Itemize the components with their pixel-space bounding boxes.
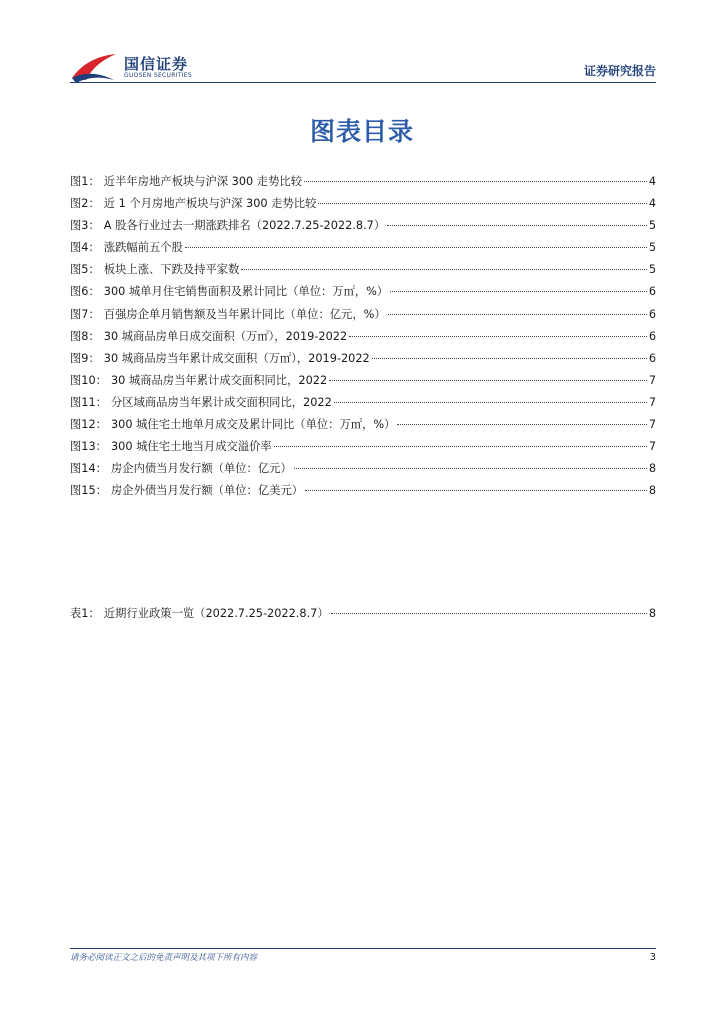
toc-entry-label: 图5：	[70, 263, 100, 277]
toc-entry-title: 300 城住宅土地当月成交溢价率	[110, 440, 272, 454]
footer-divider	[70, 948, 656, 949]
page-title: 图表目录	[309, 117, 414, 146]
toc-entry-label: 图13：	[70, 440, 107, 454]
toc-entry-label: 图12：	[70, 418, 107, 432]
toc-entry-label: 表1：	[70, 607, 100, 620]
toc-entry-title: 30 城商品房当年累计成交面积同比，2022	[110, 373, 328, 387]
toc-entry-page: 7	[648, 395, 656, 409]
toc-dot-leader	[349, 336, 647, 337]
page-number: 3	[649, 952, 656, 963]
toc-entry-title: 分区域商品房当年累计成交面积同比，2022	[110, 395, 332, 409]
toc-dot-leader	[241, 269, 646, 270]
toc-entry-title: 板块上涨、下跌及持平家数	[103, 263, 240, 277]
toc-dot-leader	[305, 490, 647, 491]
toc-entry-page: 8	[648, 484, 656, 498]
tables-toc	[70, 603, 656, 625]
toc-dot-leader	[274, 446, 647, 447]
toc-dot-leader	[304, 181, 647, 182]
toc-entry-title: 300 城住宅土地单月成交及累计同比（单位：万㎡，%）	[110, 418, 396, 432]
toc-entry[interactable]	[70, 348, 656, 370]
guosen-logo	[70, 50, 210, 86]
toc-entry[interactable]	[70, 458, 656, 480]
toc-entry-page: 5	[648, 263, 656, 277]
toc-entry-title: 房企内债当月发行额（单位：亿元）	[110, 462, 292, 476]
toc-entry-label: 图6：	[70, 285, 100, 299]
toc-entry-title: 近 1 个月房地产板块与沪深 300 走势比较	[103, 197, 317, 211]
toc-entry-label: 图10：	[70, 373, 107, 387]
toc-entry[interactable]	[70, 414, 656, 436]
toc-entry-label: 图9：	[70, 351, 100, 365]
toc-dot-leader	[331, 613, 647, 614]
toc-dot-leader	[318, 203, 646, 204]
toc-entry-page: 6	[648, 285, 656, 299]
disclaimer-note: 请务必阅读正文之后的免责声明及其项下所有内容	[70, 953, 258, 963]
logo-english-name: GUOSEN SECURITIES	[124, 72, 193, 79]
toc-entry-page: 8	[648, 462, 656, 476]
toc-dot-leader	[334, 402, 647, 403]
toc-entry[interactable]	[70, 259, 656, 281]
toc-entry-label: 图15：	[70, 484, 107, 498]
header-divider	[70, 82, 656, 83]
toc-entry-label: 图7：	[70, 307, 100, 321]
toc-entry-page: 6	[648, 351, 656, 365]
toc-entry-title: 涨跌幅前五个股	[103, 241, 183, 255]
toc-entry[interactable]	[70, 436, 656, 458]
toc-entry-title: 300 城单月住宅销售面积及累计同比（单位：万㎡，%）	[103, 285, 389, 299]
toc-entry[interactable]	[70, 281, 656, 303]
toc-entry-page: 5	[648, 219, 656, 233]
toc-entry-page: 6	[648, 307, 656, 321]
toc-dot-leader	[387, 225, 647, 226]
figures-toc	[70, 171, 656, 502]
logo-chinese-name: 国信证券	[124, 55, 189, 73]
toc-entry-label: 图1：	[70, 175, 100, 188]
toc-entry-title: 30 城商品房当年累计成交面积（万㎡），2019-2022	[103, 351, 370, 365]
toc-entry[interactable]	[70, 326, 656, 348]
toc-entry-label: 图11：	[70, 395, 107, 409]
toc-entry-label: 图4：	[70, 241, 100, 255]
toc-entry[interactable]	[70, 171, 656, 193]
page-header	[0, 0, 724, 90]
toc-dot-leader	[329, 380, 647, 381]
toc-entry-page: 4	[648, 175, 656, 188]
toc-entry-label: 图2：	[70, 197, 100, 211]
toc-dot-leader	[388, 314, 647, 315]
report-type-label: 证券研究报告	[583, 64, 656, 78]
toc-dot-leader	[294, 468, 647, 469]
toc-entry[interactable]	[70, 370, 656, 392]
toc-entry-page: 7	[648, 418, 656, 432]
toc-entry[interactable]	[70, 215, 656, 237]
guosen-logo-mark-icon	[70, 50, 120, 86]
toc-entry-title: 30 城商品房单日成交面积（万㎡），2019-2022	[103, 329, 348, 343]
toc-entry[interactable]	[70, 392, 656, 414]
toc-entry[interactable]	[70, 237, 656, 259]
toc-entry-page: 7	[648, 373, 656, 387]
toc-dot-leader	[390, 291, 647, 292]
toc-entry-title: A 股各行业过去一期涨跌排名（2022.7.25-2022.8.7）	[103, 219, 386, 233]
toc-entry-title: 近期行业政策一览（2022.7.25-2022.8.7）	[103, 607, 329, 620]
toc-entry-page: 4	[648, 197, 656, 211]
toc-entry-label: 图8：	[70, 329, 100, 343]
toc-entry[interactable]	[70, 304, 656, 326]
toc-entry[interactable]	[70, 193, 656, 215]
toc-entry-title: 房企外债当月发行额（单位：亿美元）	[110, 484, 304, 498]
toc-dot-leader	[397, 424, 646, 425]
toc-entry-label: 图3：	[70, 219, 100, 233]
toc-entry-title: 近半年房地产板块与沪深 300 走势比较	[103, 175, 302, 188]
toc-dot-leader	[185, 247, 647, 248]
toc-entry-label: 图14：	[70, 462, 107, 476]
toc-entry-page: 5	[648, 241, 656, 255]
toc-dot-leader	[372, 358, 647, 359]
toc-entry[interactable]	[70, 603, 656, 625]
toc-entry-page: 7	[648, 440, 656, 454]
toc-entry-page: 8	[648, 607, 656, 620]
toc-entry[interactable]	[70, 480, 656, 502]
toc-entry-page: 6	[648, 329, 656, 343]
toc-entry-title: 百强房企单月销售额及当年累计同比（单位：亿元，%）	[103, 307, 386, 321]
